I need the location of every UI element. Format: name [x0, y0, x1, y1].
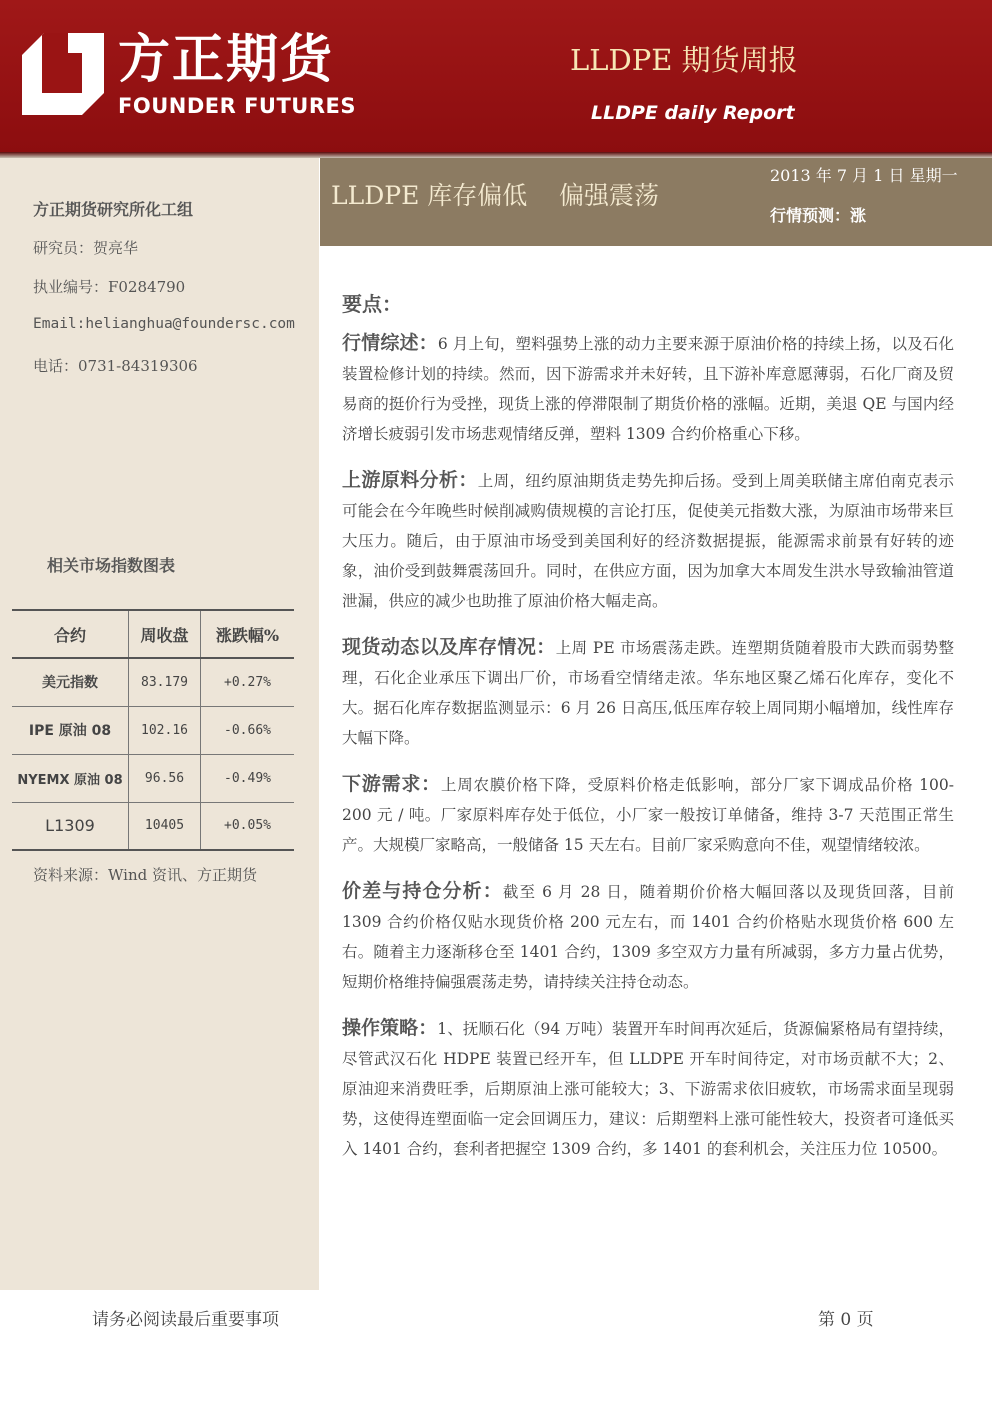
table-header-row: [12, 610, 294, 658]
page-number: 第 0 页: [818, 1310, 874, 1330]
headline: LLDPE 库存偏低 偏强震荡: [331, 181, 660, 210]
cell-change: -0.49%: [224, 770, 271, 786]
table-row: [12, 706, 294, 754]
cell-close: 102.16: [129, 706, 201, 754]
cell-close: 96.56: [129, 754, 201, 802]
market-index-table: [12, 609, 294, 851]
section-heading: 下游需求：: [342, 773, 441, 795]
logo-text-en: FOUNDER FUTURES: [118, 94, 356, 118]
market-forecast: 行情预测：涨: [770, 206, 867, 225]
section-heading: 行情综述：: [342, 332, 438, 354]
report-title: LLDPE 期货周报: [570, 43, 798, 77]
footer-notice: 请务必阅读最后重要事项: [92, 1310, 279, 1330]
col-header-close: 周收盘: [129, 610, 201, 658]
logo-text-cn: 方正期货: [118, 30, 335, 90]
table-row: [12, 754, 294, 802]
section-text: 上周农膜价格下降，受原料价格走低影响，部分厂家下调成品价格 100-200 元 / 吨。厂家原料库存处于低位，小厂家一般按订单储备，维持 3-7 天范围正常生产。大规模厂家略高，一般储备 15 天左右。目前厂家采购意向不佳，观望情绪较浓。: [342, 776, 954, 854]
section-heading: 上游原料分析：: [342, 469, 478, 491]
cell-contract: IPE 原油 08: [12, 706, 129, 754]
section-downstream: [342, 769, 954, 860]
table-row: [12, 658, 294, 706]
section-heading: 操作策略：: [342, 1017, 438, 1039]
section-text: 6 月上旬，塑料强势上涨的动力主要来源于原油价格的持续上扬，以及石化装置检修计划的持续。然而，因下游需求并未好转，且下游补库意愿薄弱，石化厂商及贸易商的挺价行为受挫，现货上涨的停滞限制了期货价格的涨幅。近期，美退 QE 与国内经济增长疲弱引发市场悲观情绪反弹，塑料 1309 合约价格重心下移。: [342, 335, 954, 443]
section-text: 上周 PE 市场震荡走跌。连塑期货随着股市大跌而弱势整理，石化企业承压下调出厂价，市场看空情绪走浓。华东地区聚乙烯石化库存，变化不大。据石化库存数据监测显示：6 月 26 日高压,低压库存较上周同期小幅增加，线性库存大幅下降。: [342, 639, 954, 747]
section-heading: 价差与持仓分析：: [342, 880, 503, 902]
section-upstream: [342, 465, 954, 616]
license-number: 执业编号：F0284790: [33, 278, 186, 296]
col-header-contract: 合约: [12, 610, 129, 658]
cell-change: +0.05%: [224, 818, 271, 834]
report-date: 2013 年 7 月 1 日 星期一: [770, 166, 958, 185]
main-content: [342, 288, 954, 1180]
cell-contract: NYEMX 原油 08: [12, 754, 129, 802]
section-market-overview: [342, 328, 954, 449]
cell-close: 83.179: [129, 658, 201, 706]
research-group: 方正期货研究所化工组: [33, 200, 194, 219]
founder-logo-icon: [22, 33, 104, 115]
section-spot-inventory: [342, 632, 954, 753]
cell-contract: L1309: [12, 802, 129, 850]
section-text: 1、抚顺石化（94 万吨）装置开车时间再次延后，货源偏紧格局有望持续，尽管武汉石化 HDPE 装置已经开车，但 LLDPE 开车时间待定，对市场贡献不大；2、原油迎来消费旺季，后期原油上涨可能较大；3、下游需求依旧疲软，市场需求面呈现弱势，这使得连塑面临一定会回调压力，建议：后期塑料上涨可能性较大，投资者可逢低买入 1401 合约，套利者把握空 1309 合约，多 1401 的套利机会，关注压力位 10500。: [342, 1020, 954, 1158]
section-spread-position: [342, 876, 954, 997]
cell-change: +0.27%: [224, 674, 271, 690]
key-points-heading: 要点：: [342, 292, 402, 316]
section-text: 上周，纽约原油期货走势先抑后扬。受到上周美联储主席伯南克表示可能会在今年晚些时候削减购债规模的言论打压，促使美元指数大涨，为原油市场带来巨大压力。随后，由于原油市场受到美国利好的经济数据提振，能源需求前景有好转的迹象，油价受到鼓舞震荡回升。同时，在供应方面，因为加拿大本周发生洪水导致输油管道泄漏，供应的减少也助推了原油价格大幅走高。: [342, 472, 954, 610]
col-header-change: 涨跌幅%: [215, 625, 280, 645]
cell-change: -0.66%: [224, 722, 271, 738]
report-subtitle: LLDPE daily Report: [591, 102, 795, 124]
email: Email:heliangh​ua@foundersc.com: [33, 316, 295, 332]
section-strategy: [342, 1013, 954, 1164]
phone: 电话：0731-84319306: [33, 357, 198, 375]
researcher: 研究员：贺亮华: [33, 239, 139, 257]
table-row: [12, 802, 294, 850]
cell-close: 10405: [129, 802, 201, 850]
index-table-title: 相关市场指数图表: [47, 556, 176, 575]
data-source: 资料来源：Wind 资讯、方正期货: [33, 866, 257, 884]
cell-contract: 美元指数: [12, 658, 129, 706]
section-heading: 现货动态以及库存情况：: [342, 636, 556, 658]
section-text: 截至 6 月 28 日，随着期价价格大幅回落以及现货回落，目前 1309 合约价格仅贴水现货价格 200 元左右，而 1401 合约价格贴水现货价格 600 左右。随着主力逐渐移仓至 1401 合约，1309 多空双方力量有所减弱，多方力量占优势，短期价格维持偏强震荡走势，请持续关注持仓动态。: [342, 883, 954, 991]
